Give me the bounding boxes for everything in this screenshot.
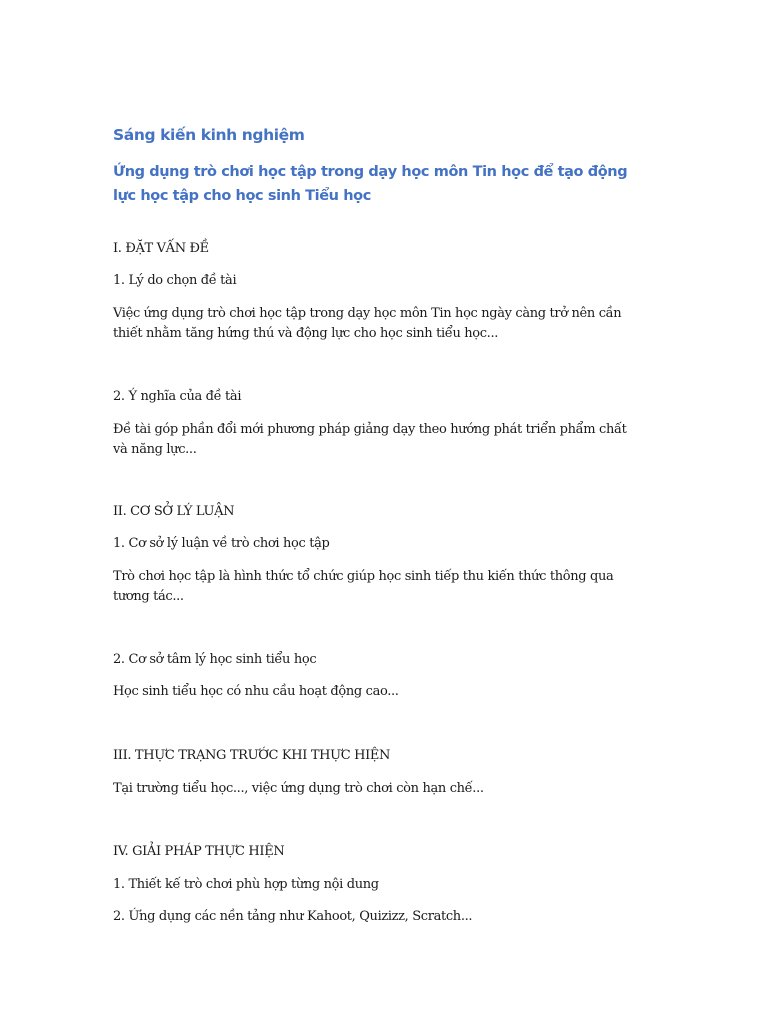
section-heading-2: II. CƠ SỞ LÝ LUẬN [113,504,235,519]
section-heading-1: I. ĐẶT VẤN ĐỀ [113,241,209,256]
section-1-item-1-heading: 1. Lý do chọn đề tài [113,273,237,288]
section-3-paragraph: Tại trường tiểu học..., việc ứng dụng trò chơi còn hạn chế... [113,781,484,796]
document-title: Sáng kiến kinh nghiệm [113,126,305,144]
section-heading-4: IV. GIẢI PHÁP THỰC HIỆN [113,844,285,859]
section-2-item-1-heading: 1. Cơ sở lý luận về trò chơi học tập [113,536,330,551]
document-subtitle: Ứng dụng trò chơi học tập trong dạy học môn Tin học để tạo động lực học tập cho học sinh Tiểu học [113,164,628,204]
section-2-item-2-heading: 2. Cơ sở tâm lý học sinh tiểu học [113,652,317,667]
section-2-item-2-paragraph: Học sinh tiểu học có nhu cầu hoạt động cao... [113,684,399,699]
section-1-item-2-paragraph: Đề tài góp phần đổi mới phương pháp giảng dạy theo hướng phát triển phẩm chất và năng lực... [113,422,627,457]
section-4-item-2: 2. Ứng dụng các nền tảng như Kahoot, Quizizz, Scratch... [113,909,473,924]
section-heading-3: III. THỰC TRẠNG TRƯỚC KHI THỰC HIỆN [113,748,391,763]
section-1-item-1-paragraph: Việc ứng dụng trò chơi học tập trong dạy học môn Tin học ngày càng trở nên cần thiết nhằm tăng hứng thú và động lực cho học sinh tiểu học... [113,306,622,341]
section-4-item-1: 1. Thiết kế trò chơi phù hợp từng nội dung [113,877,379,892]
section-2-item-1-paragraph: Trò chơi học tập là hình thức tổ chức giúp học sinh tiếp thu kiến thức thông qua tương tác... [113,569,614,604]
section-1-item-2-heading: 2. Ý nghĩa của đề tài [113,389,242,404]
